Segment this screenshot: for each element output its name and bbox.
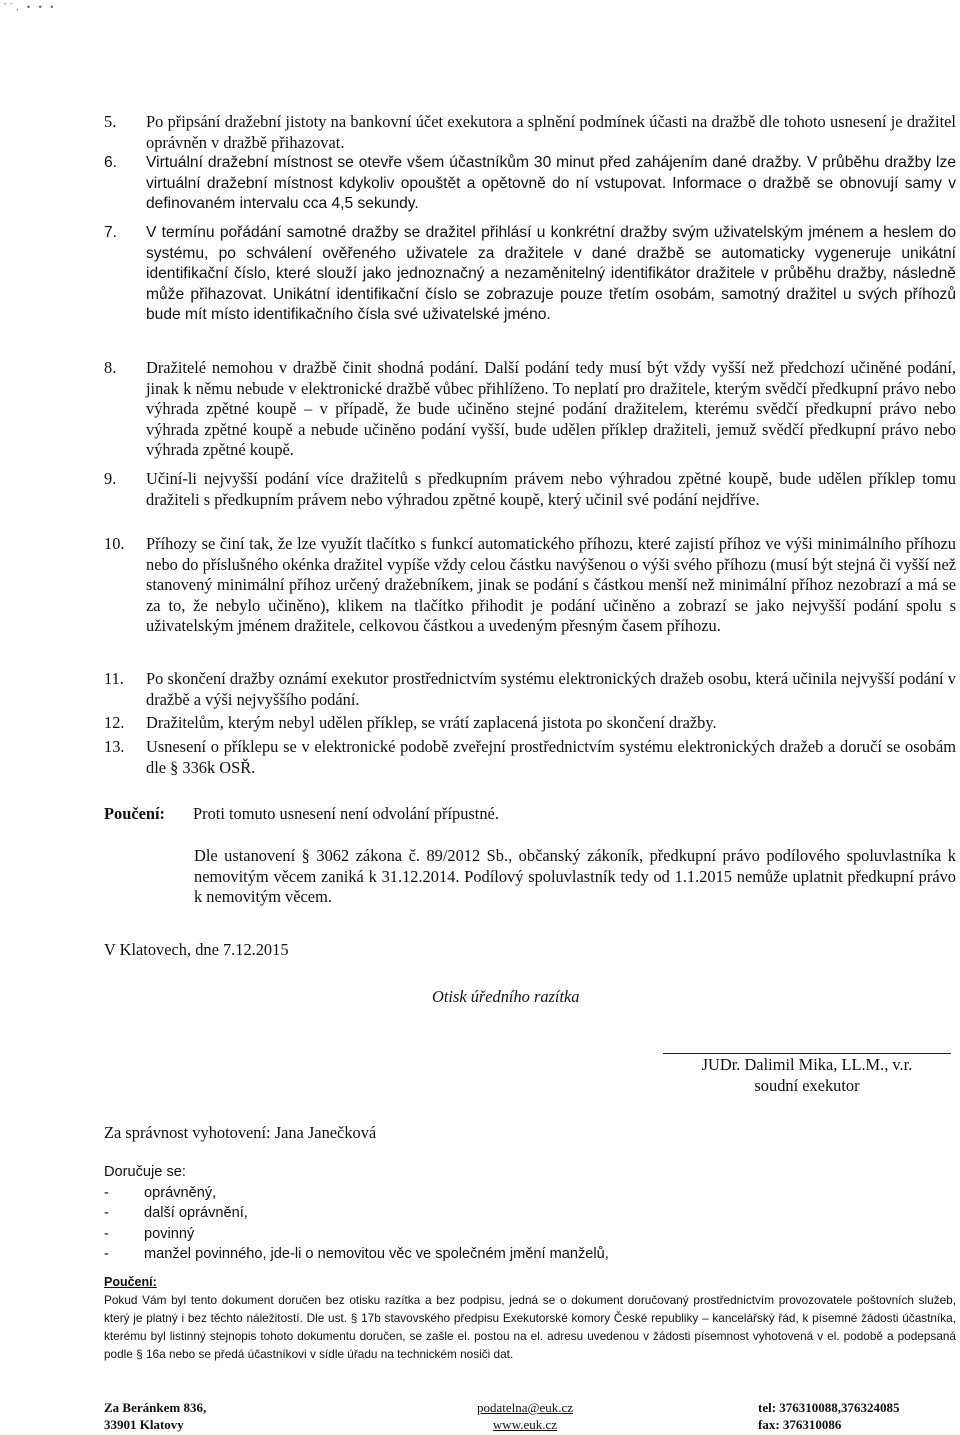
item-text: V termínu pořádání samotné dražby se dražitel přihlásí u konkrétní dražby svým uživatelským jménem a heslem do systému, po schválení ověřeného uživatele za dražitele v dané dražbě se automaticky vygeneruje unikátní identifikační číslo, které slouží jako jednoznačný a nezaměnitelný identifikátor dražitele v průběhu dražby, následně může přihazovat. Unikátní identifikační číslo se zobrazuje pouze třetím osobám, samotný dražitel u svých příhozů bude mít místo identifikačního čísla své uživatelské jméno. — [146, 224, 956, 324]
poucheni-footnote-text: Pokud Vám byl tento dokument doručen bez otisku razítka a bez podpisu, jedná se o dokument doručovaný prostřednictvím provozovatele poštovních služeb, který je platný i bez těchto náležitostí. Dle ust. § 17b stavovského předpisu Exekutorské komory České republiky – kancelářský řád, k písemné žádosti účastníka, kterému byl listinný stejnopis tohoto dokumentu doručen, se zašle el. postou na el. adresu uvedenou v žádosti písemnost vyhotovená v el. podobě a podepsaná podle § 16a nebo se předá účastníkovi v sídle úřadu na technickém nosiči dat. — [104, 1293, 956, 1361]
item-text: Usnesení o příklepu se v elektronické podobě zveřejní prostřednictvím systému elektronických dražeb a doručí se osobám dle § 336k OSŘ. — [146, 737, 956, 777]
address-line-1: Za Beránkem 836, — [104, 1400, 207, 1415]
signature-role: soudní exekutor — [754, 1076, 860, 1095]
dash: - — [104, 1205, 109, 1221]
list-item-13 — [104, 737, 956, 778]
list-item-11 — [104, 669, 956, 710]
delivery-item: další oprávnění, — [144, 1205, 248, 1221]
dash: - — [104, 1246, 109, 1262]
list-item — [104, 1244, 609, 1265]
list-item — [104, 1183, 609, 1204]
fax: fax: 376310086 — [758, 1417, 842, 1432]
item-number: 5. — [104, 112, 117, 131]
list-item-9 — [104, 469, 956, 510]
dash: - — [104, 1225, 109, 1242]
item-number: 10. — [104, 534, 125, 553]
list-item-6 — [104, 153, 956, 215]
stamp-placeholder: Otisk úředního razítka — [432, 987, 580, 1006]
poucheni-text: Proti tomuto usnesení není odvolání přípustné. — [193, 804, 499, 823]
address-line-2: 33901 Klatovy — [104, 1417, 184, 1432]
list-item-10 — [104, 534, 956, 637]
item-number: 12. — [104, 713, 125, 732]
poucheni-label: Poučení: — [104, 804, 166, 823]
list-item-5 — [104, 112, 956, 153]
item-text: Dražitelům, kterým nebyl udělen příklep, se vrátí zaplacená jistota po skončení dražby. — [146, 713, 717, 732]
item-text: Učiní-li nejvyšší podání více dražitelů s předkupním právem nebo výhradou zpětné koupě, bude udělen příklep tomu dražiteli s předkupním právem nebo výhradou zpětné koupě, který učinil své podání nejdříve. — [146, 469, 956, 509]
delivery-item: povinný — [144, 1225, 195, 1242]
place-date: V Klatovech, dne 7.12.2015 — [104, 940, 289, 959]
signature-line — [663, 1053, 951, 1054]
list-item — [104, 1224, 609, 1245]
legal-note: Dle ustanovení § 3062 zákona č. 89/2012 Sb., občanský zákoník, předkupní právo podílového spoluvlastníka k nemovitým věcem zaniká k 31.12.2014. Podílový spoluvlastník tedy od 1.1.2015 nemůže uplatnit předkupní právo k nemovitým věcem. — [194, 846, 956, 907]
item-number: 7. — [104, 224, 118, 241]
list-item-8 — [104, 358, 956, 461]
item-text: Po skončení dražby oznámí exekutor prostřednictvím systému elektronických dražeb osobu, která učinila nejvyšší podání v dražbě a výši nejvyššího podání. — [146, 669, 956, 709]
scan-marks: ´´, • • • — [4, 2, 57, 12]
za-spravnost: Za správnost vyhotovení: Jana Janečková — [104, 1123, 377, 1142]
signature-name: JUDr. Dalimil Mika, LL.M., v.r. — [701, 1055, 913, 1074]
delivery-item: oprávněný, — [144, 1184, 217, 1201]
footer-address — [104, 1399, 206, 1433]
delivery-item: manžel povinného, jde-li o nemovitou věc ve společném jmění manželů, — [144, 1246, 609, 1262]
delivery-label: Doručuje se: — [104, 1164, 186, 1180]
web-link[interactable]: www.euk.cz — [492, 1417, 558, 1432]
item-number: 13. — [104, 737, 125, 756]
footer-phone — [758, 1399, 958, 1433]
item-number: 6. — [104, 154, 118, 171]
dash: - — [104, 1184, 109, 1201]
list-item-7 — [104, 223, 956, 326]
tel: tel: 376310088,376324085 — [758, 1400, 900, 1415]
item-text: Po připsání dražební jistoty na bankovní účet exekutora a splnění podmínek účasti na dražbě dle tohoto usnesení je dražitel oprávněn v dražbě přihazovat. — [146, 112, 956, 152]
poucheni-section — [104, 804, 499, 824]
delivery-section — [104, 1162, 609, 1265]
email-link[interactable]: podatelna@euk.cz — [476, 1400, 574, 1415]
footer-contact — [450, 1399, 600, 1433]
item-text: Virtuální dražební místnost se otevře všem účastníkům 30 minut před zahájením dané dražby. V průběhu dražby lze virtuální dražební místnost kdykoliv opouštět a opětovně do ní vstupovat. Informace o dražbě se obnovují samy v definovaném intervalu cca 4,5 sekundy. — [146, 154, 956, 213]
item-number: 9. — [104, 469, 117, 488]
item-text: Dražitelé nemohou v dražbě činit shodná podání. Další podání tedy musí být vždy vyšší než předchozí učiněné podání, jinak k němu nebude v elektronické dražbě vůbec přihlíženo. To neplatí pro dražitele, kterým svědčí předkupní právo nebo výhrada zpětné koupě – v případě, že bude učiněno stejné podání dražitelem, kterému svědčí předkupní právo nebo výhrada zpětné koupě a nebude učiněno podání vyšší, bude udělen příklep dražiteli, jemuž svědčí předkupní právo nebo výhrada zpětné koupě. — [146, 358, 956, 460]
delivery-list — [104, 1183, 609, 1265]
poucheni-footnote-label: Poučení: — [104, 1275, 157, 1289]
item-number: 11. — [104, 669, 124, 688]
item-number: 8. — [104, 358, 117, 377]
poucheni-footnote — [104, 1273, 956, 1363]
list-item — [104, 1203, 609, 1224]
list-item-12 — [104, 713, 956, 734]
item-text: Příhozy se činí tak, že lze využít tlačítko s funkcí automatického příhozu, které zajistí příhoz ve výši minimálního příhozu nebo do příslušného okénka dražitel vypíše vždy celou částku navýšenou o výši svého příhozu (musí být stejná či vyšší než stanovený minimální příhoz určený dražebníkem, jinak se podání s částkou menší než minimální příhoz nezobrazí a má se za to, že nebylo učiněno), klikem na tlačítko přihodit je podání učiněno a zobrazí se jako nejvyšší podání spolu s uživatelským jménem dražitele, celkovou částkou a uvedeným přesným časem příhozu. — [146, 534, 956, 636]
